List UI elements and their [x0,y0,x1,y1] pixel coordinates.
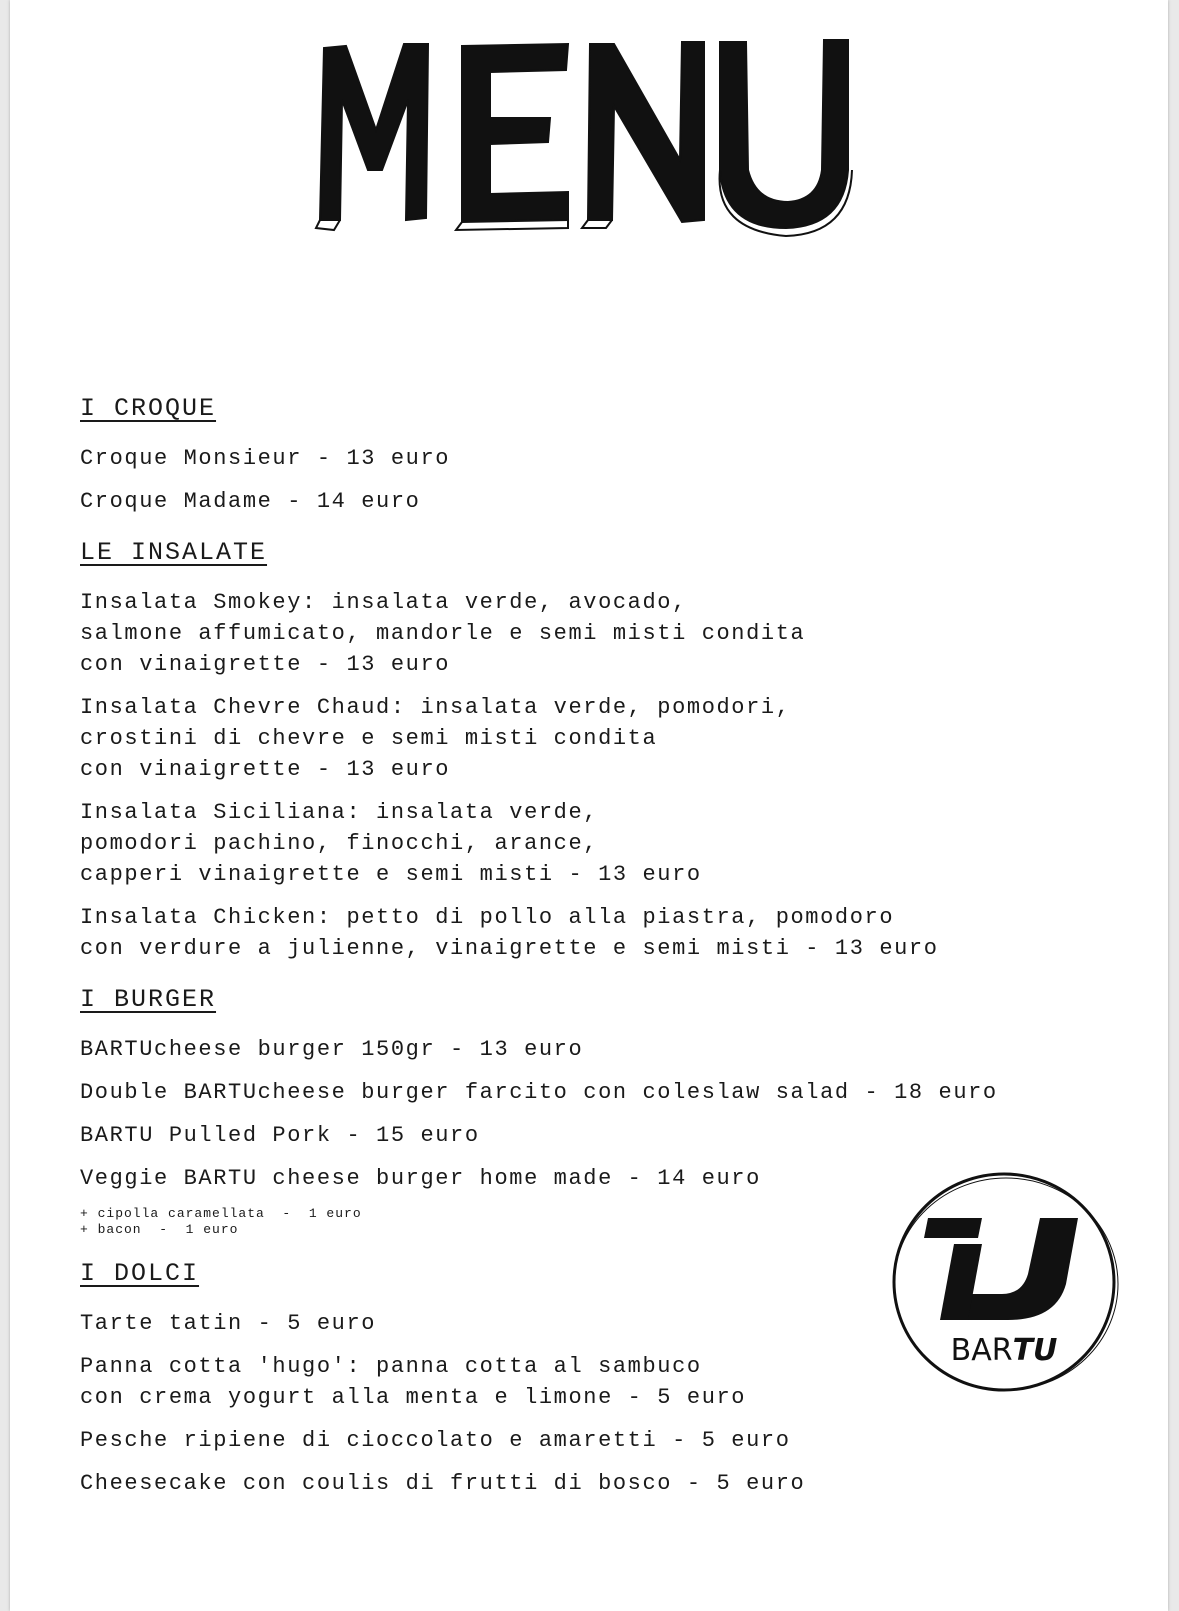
menu-item: Croque Monsieur - 13 euro [80,446,451,471]
menu-title [310,30,880,250]
menu-item: BARTUcheese burger 150gr - 13 euro [80,1037,584,1062]
section-heading: I BURGER [80,985,217,1014]
section-croque [80,395,1110,517]
menu-item: Veggie BARTU cheese burger home made - 14 euro [80,1166,761,1191]
menu-title-letters [316,40,852,236]
logo-mark [924,1218,1078,1320]
menu-item: Insalata Chicken: petto di pollo alla piastra, pomodoro con verdure a julienne, vinaigrette e semi misti - 13 euro [80,905,939,961]
menu-item: Panna cotta 'hugo': panna cotta al sambuco con crema yogurt alla menta e limone - 5 euro [80,1354,747,1410]
menu-item: Croque Madame - 14 euro [80,489,421,514]
menu-item: Double BARTUcheese burger farcito con coleslaw salad - 18 euro [80,1080,998,1105]
menu-item: Pesche ripiene di cioccolato e amaretti - 5 euro [80,1428,791,1453]
menu-item: BARTU Pulled Pork - 15 euro [80,1123,480,1148]
menu-item: Insalata Siciliana: insalata verde, pomodori pachino, finocchi, arance, capperi vinaigrette e semi misti - 13 euro [80,800,702,887]
extra-item: + bacon - 1 euro [80,1222,239,1237]
section-heading: LE INSALATE [80,538,268,567]
section-heading: I CROQUE [80,394,217,423]
svg-text:BARTU [951,1333,1058,1368]
section-insalate [80,539,1110,964]
bartu-logo [890,1170,1120,1400]
menu-page [10,0,1168,1611]
menu-item: Insalata Smokey: insalata verde, avocado, salmone affumicato, mandorle e semi misti condita con vinaigrette - 13 euro [80,590,806,677]
logo-text-light: BAR [950,1333,1013,1368]
menu-title-text: MENU [593,240,597,241]
logo-text-bold: TU [1012,1333,1058,1368]
menu-item: Cheesecake con coulis di frutti di bosco - 5 euro [80,1471,806,1496]
extra-item: + cipolla caramellata - 1 euro [80,1206,362,1221]
section-heading: I DOLCI [80,1259,200,1288]
menu-item: Insalata Chevre Chaud: insalata verde, pomodori, crostini di chevre e semi misti condita con vinaigrette - 13 euro [80,695,791,782]
menu-item: Tarte tatin - 5 euro [80,1311,377,1336]
